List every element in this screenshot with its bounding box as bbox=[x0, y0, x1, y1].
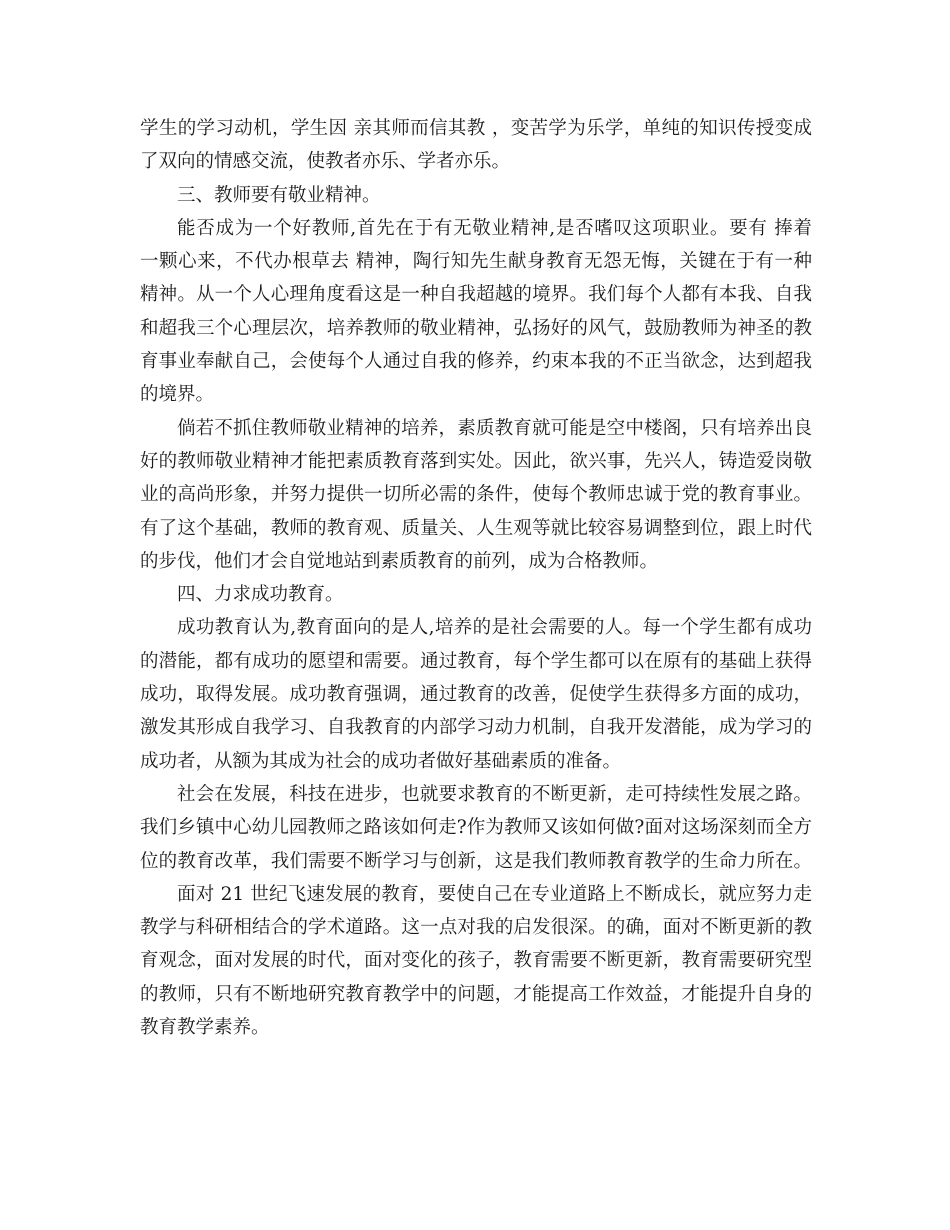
text-line: 我们乡镇中心幼儿园教师之路该如何走?作为教师又该如何做?面对这场深刻而全方 bbox=[140, 817, 812, 839]
text-line: 学生的学习动机，学生因 亲其师而信其教 ，变苦学为乐学，单纯的知识传授变成 bbox=[140, 118, 812, 139]
text-line: 面对 21 世纪飞速发展的教育，要使自己在专业道路上不断成长，就应努力走 bbox=[177, 883, 812, 905]
text-line: 激发其形成自我学习、自我教育的内部学习动力机制，自我开发潜能，成为学习的 bbox=[140, 717, 812, 739]
text-line: 的潜能，都有成功的愿望和需要。通过教育，每个学生都可以在原有的基础上获得 bbox=[140, 650, 812, 672]
text-line: 业的高尚形象，并努力提供一切所必需的条件，使每个教师忠诚于党的教育事业。 bbox=[140, 484, 812, 506]
body-text bbox=[140, 112, 812, 1044]
text-line: 和超我三个心理层次，培养教师的敬业精神，弘扬好的风气，鼓励教师为神圣的教 bbox=[140, 317, 812, 339]
text-line: 一颗心来，不代办根草去 精神，陶行知先生献身教育无怨无悔，关键在于有一种 bbox=[140, 251, 812, 273]
text-line: 教学与科研相结合的学术道路。这一点对我的启发很深。的确，面对不断更新的教 bbox=[140, 917, 812, 939]
text-line: 的步伐，他们才会自觉地站到素质教育的前列，成为合格教师。 bbox=[140, 550, 659, 572]
text-line: 教育教学素养。 bbox=[140, 1017, 270, 1039]
text-line: 位的教育改革，我们需要不断学习与创新，这是我们教师教育教学的生命力所在。 bbox=[140, 850, 812, 872]
section-heading: 三、教师要有敬业精神。 bbox=[177, 184, 381, 206]
text-line: 的教师，只有不断地研究教育教学中的问题，才能提高工作效益，才能提升自身的 bbox=[140, 983, 812, 1005]
text-line: 有了这个基础，教师的教育观、质量关、人生观等就比较容易调整到位，跟上时代 bbox=[140, 517, 812, 539]
text-line: 社会在发展，科技在进步，也就要求教育的不断更新，走可持续性发展之路。 bbox=[177, 783, 812, 805]
text-line: 倘若不抓住教师敬业精神的培养，素质教育就可能是空中楼阁，只有培养出良 bbox=[177, 417, 812, 439]
text-line: 精神。从一个人心理角度看这是一种自我超越的境界。我们每个人都有本我、自我 bbox=[140, 284, 812, 306]
text-line: 好的教师敬业精神才能把素质教育落到实处。因此，欲兴事，先兴人，铸造爱岗敬 bbox=[140, 450, 812, 472]
text-line: 成功教育认为,教育面向的是人,培养的是社会需要的人。每一个学生都有成功 bbox=[177, 617, 812, 639]
text-line: 成功者，从额为其成为社会的成功者做好基础素质的准备。 bbox=[140, 750, 622, 772]
text-line: 了双向的情感交流，使教者亦乐、学者亦乐。 bbox=[140, 151, 511, 173]
text-line: 育观念，面对发展的时代，面对变化的孩子，教育需要不断更新，教育需要研究型 bbox=[140, 950, 812, 972]
text-line: 成功，取得发展。成功教育强调，通过教育的改善，促使学生获得多方面的成功， bbox=[140, 684, 812, 706]
text-line: 能否成为一个好教师,首先在于有无敬业精神,是否嗜叹这项职业。要有 捧着 bbox=[177, 217, 812, 239]
section-heading: 四、力求成功教育。 bbox=[177, 584, 344, 606]
text-line: 的境界。 bbox=[140, 384, 215, 406]
text-line: 育事业奉献自己，会使每个人通过自我的修养，约束本我的不正当欲念，达到超我 bbox=[140, 351, 812, 373]
